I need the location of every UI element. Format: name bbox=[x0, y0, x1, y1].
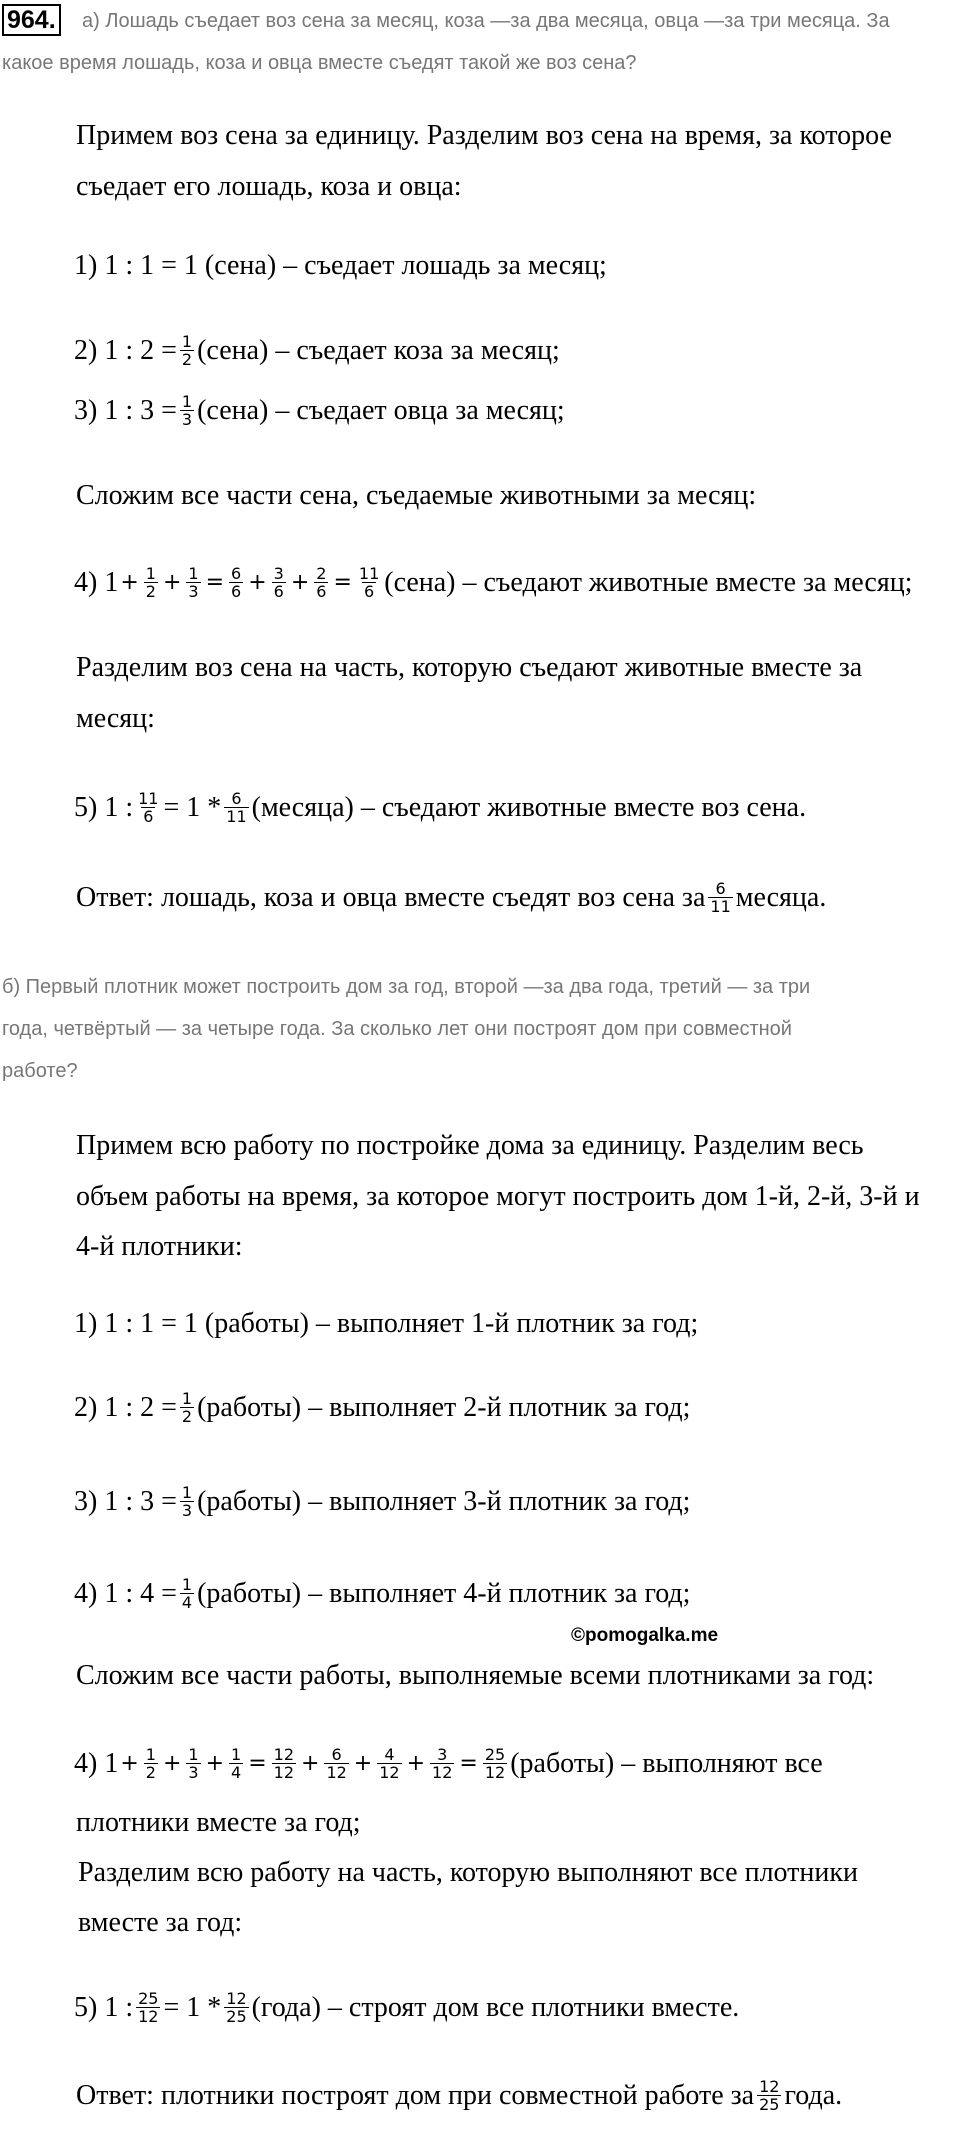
a-div-line-1: Разделим воз сена на часть, которую съедают животные вместе за bbox=[76, 652, 863, 683]
b-step-3 bbox=[74, 1484, 690, 1519]
fraction: $\frac{1}{4}$ bbox=[231, 1745, 242, 1782]
b-intro-line-2: объем работы на время, за которое могут построить дом 1-й, 2-й, 3-й и bbox=[76, 1181, 920, 1212]
task-b-line-1: б) Первый плотник может построить дом за год, второй —за два года, третий — за три bbox=[2, 976, 811, 998]
b-step-2 bbox=[74, 1390, 690, 1425]
b-step-2-prefix: 2) 1 : 2 = bbox=[74, 1391, 177, 1423]
a-step-4-suffix: (сена) – съедают животные вместе за месяц; bbox=[384, 566, 913, 598]
b-answer bbox=[76, 2078, 842, 2113]
a-step-2 bbox=[74, 333, 560, 368]
fraction: $\frac{6}{6}$ bbox=[231, 564, 242, 601]
fraction: $\frac{1}{4}$ bbox=[181, 1575, 193, 1612]
fraction: $\frac{25}{12}$ bbox=[484, 1745, 506, 1782]
watermark-text: ©pomogalka.me bbox=[571, 1625, 719, 1646]
a-step-3-suffix: (сена) – съедает овца за месяц; bbox=[197, 394, 565, 426]
fraction: $\frac{11}{6}$ bbox=[138, 789, 159, 826]
fraction: $\frac{1}{3}$ bbox=[188, 564, 199, 601]
a-step-3 bbox=[74, 393, 565, 428]
b-step-4 bbox=[74, 1576, 690, 1611]
b-step-2-suffix: (работы) – выполняет 2-й плотник за год; bbox=[197, 1391, 691, 1423]
a-step-5 bbox=[74, 790, 806, 825]
b-step-6-mid: = 1 * bbox=[163, 1991, 222, 2023]
fraction: $\frac{1}{3}$ bbox=[181, 1483, 193, 1520]
a-step-4: 4) 1 + $\frac{1}{2}$ + $\frac{1}{3}$ = $\frac{6}{6}$ + $\frac{3}{6}$ + $\frac{2}{6}$ = $\frac{11}{6}$ (сена) – съедают животные вместе за месяц; bbox=[74, 564, 913, 601]
a-step-2-suffix: (сена) – съедает коза за месяц; bbox=[197, 334, 560, 366]
problem-number: 964. bbox=[2, 4, 61, 36]
fraction: $\frac{6}{11}$ bbox=[226, 789, 247, 826]
fraction: $\frac{2}{6}$ bbox=[316, 564, 327, 601]
a-step-3-prefix: 3) 1 : 3 = bbox=[74, 394, 177, 426]
a-intro-line-2: съедает его лошадь, коза и овца: bbox=[76, 171, 462, 202]
fraction: $\frac{1}{2}$ bbox=[145, 564, 156, 601]
a-step-5-suffix: (месяца) – съедают животные вместе воз сена. bbox=[251, 791, 807, 823]
a-step-2-prefix: 2) 1 : 2 = bbox=[74, 334, 177, 366]
b-step-3-suffix: (работы) – выполняет 3-й плотник за год; bbox=[197, 1485, 691, 1517]
b-div-line-2: вместе за год: bbox=[78, 1907, 243, 1938]
a-div-line-2: месяц: bbox=[76, 703, 155, 734]
a-answer-suffix: месяца. bbox=[735, 881, 827, 913]
fraction: $\frac{1}{3}$ bbox=[181, 392, 193, 429]
a-answer-prefix: Ответ: лошадь, коза и овца вместе съедят воз сена за bbox=[76, 881, 706, 913]
fraction: $\frac{12}{25}$ bbox=[226, 1989, 247, 2026]
b-answer-prefix: Ответ: плотники построят дом при совместной работе за bbox=[76, 2079, 755, 2111]
a-step-5-prefix: 5) 1 : bbox=[74, 791, 134, 823]
fraction: $\frac{6}{11}$ bbox=[710, 879, 731, 916]
b-step-5-line-2: плотники вместе за год; bbox=[76, 1807, 361, 1838]
fraction: $\frac{6}{12}$ bbox=[326, 1745, 347, 1782]
b-intro-line-1: Примем всю работу по постройке дома за единицу. Разделим весь bbox=[76, 1130, 864, 1161]
fraction: $\frac{12}{25}$ bbox=[759, 2077, 780, 2114]
b-step-5-suffix: (работы) – выполняют все bbox=[510, 1747, 823, 1779]
b-step-4-suffix: (работы) – выполняет 4-й плотник за год; bbox=[197, 1577, 691, 1609]
fraction: $\frac{11}{6}$ bbox=[358, 564, 380, 601]
a-sum-intro: Сложим все части сена, съедаемые животными за месяц: bbox=[76, 480, 757, 511]
b-step-1: 1) 1 : 1 = 1 (работы) – выполняет 1-й плотник за год; bbox=[74, 1308, 699, 1339]
task-b-line-2: года, четвёртый — за четыре года. За сколько лет они построят дом при совместной bbox=[2, 1018, 792, 1040]
task-b-line-3: работе? bbox=[2, 1060, 78, 1082]
fraction: $\frac{1}{2}$ bbox=[181, 1389, 193, 1426]
a-answer bbox=[76, 880, 826, 915]
b-step-4-prefix: 4) 1 : 4 = bbox=[74, 1577, 177, 1609]
fraction: $\frac{3}{12}$ bbox=[432, 1745, 453, 1782]
b-step-3-prefix: 3) 1 : 3 = bbox=[74, 1485, 177, 1517]
task-a-line-2: какое время лошадь, коза и овца вместе съедят такой же воз сена? bbox=[2, 52, 637, 74]
a-step-4-prefix: 4) 1 bbox=[74, 566, 119, 598]
fraction: $\frac{3}{6}$ bbox=[273, 564, 284, 601]
b-step-6-prefix: 5) 1 : bbox=[74, 1991, 134, 2023]
b-step-6-suffix: (года) – строят дом все плотники вместе. bbox=[251, 1991, 740, 2023]
fraction: $\frac{25}{12}$ bbox=[138, 1989, 159, 2026]
b-sum-intro: Сложим все части работы, выполняемые всеми плотниками за год: bbox=[76, 1660, 875, 1691]
fraction: $\frac{1}{2}$ bbox=[181, 332, 193, 369]
fraction: $\frac{1}{2}$ bbox=[145, 1745, 156, 1782]
fraction: $\frac{12}{12}$ bbox=[273, 1745, 294, 1782]
b-div-line-1: Разделим всю работу на часть, которую выполняют все плотники bbox=[78, 1857, 858, 1888]
task-a-line-1: а) Лошадь съедает воз сена за месяц, коза —за два месяца, овца —за три месяца. За bbox=[82, 10, 890, 32]
a-step-1: 1) 1 : 1 = 1 (сена) – съедает лошадь за месяц; bbox=[74, 250, 607, 281]
b-step-5: 4) 1 + $\frac{1}{2}$ + $\frac{1}{3}$ + $\frac{1}{4}$ = $\frac{12}{12}$ + $\frac{6}{12}$ + $\frac{4}{12}$ + $\frac{3}{12}$ = $\frac{25}{12}$ (работы) – выполняют все bbox=[74, 1745, 823, 1782]
a-step-5-mid: = 1 * bbox=[163, 791, 222, 823]
b-step-6 bbox=[74, 1990, 739, 2025]
b-step-5-prefix: 4) 1 bbox=[74, 1747, 119, 1779]
b-intro-line-3: 4-й плотники: bbox=[76, 1231, 243, 1262]
fraction: $\frac{4}{12}$ bbox=[379, 1745, 400, 1782]
a-intro-line-1: Примем воз сена за единицу. Разделим воз сена на время, за которое bbox=[76, 120, 892, 151]
fraction: $\frac{1}{3}$ bbox=[188, 1745, 199, 1782]
b-answer-suffix: года. bbox=[784, 2079, 843, 2111]
